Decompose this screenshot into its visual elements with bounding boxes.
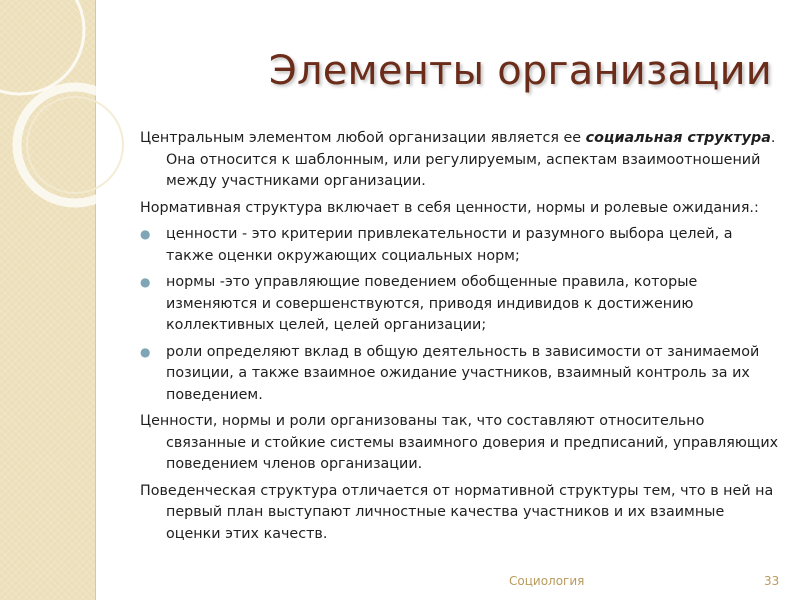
slide-title: Элементы организации (268, 48, 772, 94)
p1-after: . Она относится к шаблонным, или регулируемым, аспектам взаимоотношений между участниками организации. (166, 130, 776, 189)
paragraph-values-norms-roles: Ценности, нормы и роли организованы так, что составляют относительно связанные и стойкие системы взаимного доверия и предписаний, управляющих поведением членов организации. (140, 413, 779, 472)
bullet-item (140, 224, 780, 267)
bullet-text: роли определяют вклад в общую деятельность в зависимости от занимаемой позиции, а также взаимное ожидание участников, взаимный контроль за их поведением. (166, 343, 760, 403)
paragraph-behavioral-structure: Поведенческая структура отличается от нормативной структуры тем, что в ней на первый план выступают личностные качества участников и их взаимные оценки этих качеств. (140, 482, 774, 542)
bullet-dot-icon: ● (140, 275, 151, 289)
slide-content (140, 128, 780, 550)
decorative-side-panel (0, 0, 96, 600)
bullet-dot-icon: ● (140, 344, 151, 359)
bullet-text: нормы -это управляющие поведением обобщенные правила, которые изменяются и совершенствуются, приводя индивидов к достижению коллективных целей, целей организации; (166, 274, 698, 333)
bullet-item (140, 342, 780, 407)
p1-before: Центральным элементом любой организации является ее (140, 130, 586, 146)
footer-subject: Социология (509, 574, 585, 588)
bullet-dot-icon: ● (140, 227, 151, 241)
bullet-text: ценности - это критерии привлекательности и разумного выбора целей, а также оценки окружающих социальных норм; (166, 226, 733, 264)
p1-emphasis: социальная структура (585, 130, 771, 146)
paragraph-normative-structure: Нормативная структура включает в себя ценности, нормы и ролевые ожидания.: (140, 199, 759, 216)
paragraph-social-structure (140, 128, 780, 193)
footer-page-number: 33 (764, 574, 780, 588)
bullet-item (140, 272, 780, 337)
